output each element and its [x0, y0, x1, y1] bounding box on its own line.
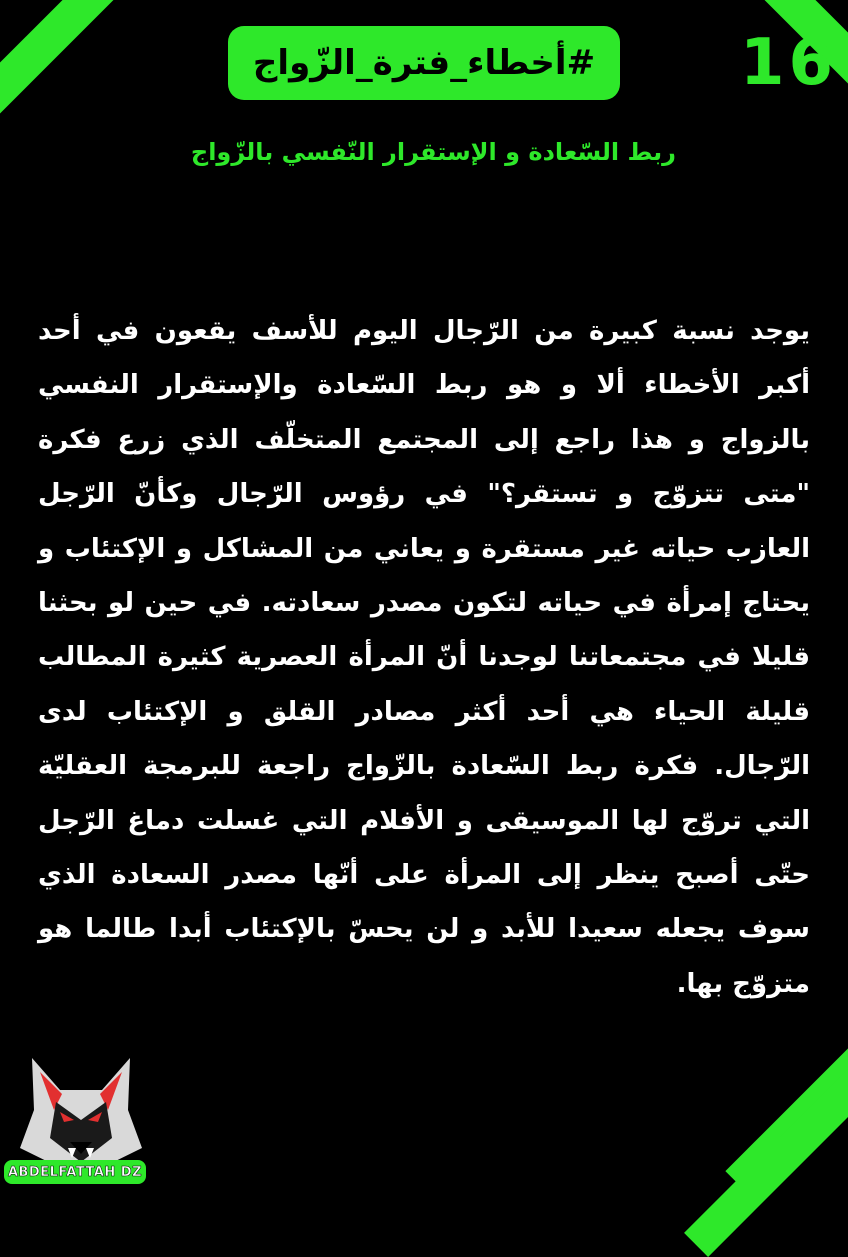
- subtitle: ربط السّعادة و الإستقرار النّفسي بالزّواج: [190, 138, 676, 166]
- body-paragraph: يوجد نسبة كبيرة من الرّجال اليوم للأسف يقعون في أحد أكبر الأخطاء ألا و هو ربط السّعادة والإستقرار النفسي بالزواج و هذا راجع إلى المجتمع المتخلّف الذي زرع فكرة "متى تتزوّج و تستقر؟" في رؤوس الرّجال وكأنّ الرّجل العازب حياته غير مستقرة و يعاني من المشاكل و الإكتئاب و يحتاج إمرأة في حياته لتكون مصدر سعادته. في حين لو بحثنا قليلا في مجتمعاتنا لوجدنا أنّ المرأة العصرية كثيرة المطالب قليلة الحياء هي أحد أكثر مصادر القلق و الإكتئاب لدى الرّجال. فكرة ربط السّعادة بالزّواج راجعة للبرمجة العقليّة التي تروّج لها الموسيقى و الأفلام التي غسلت دماغ الرّجل حتّى أصبح ينظر إلى المرأة على أنّها مصدر السعادة الذي سوف يجعله سعيدا للأبد و لن يحسّ بالإكتئاب أبدا طالما هو متزوّج بها.: [38, 316, 810, 999]
- post-number: 16: [740, 26, 838, 100]
- logo-label: ABDELFATTAH DZ: [4, 1160, 146, 1184]
- hashtag-title: #أخطاء_فترة_الزّواج: [252, 43, 596, 83]
- hashtag-banner: [228, 26, 620, 100]
